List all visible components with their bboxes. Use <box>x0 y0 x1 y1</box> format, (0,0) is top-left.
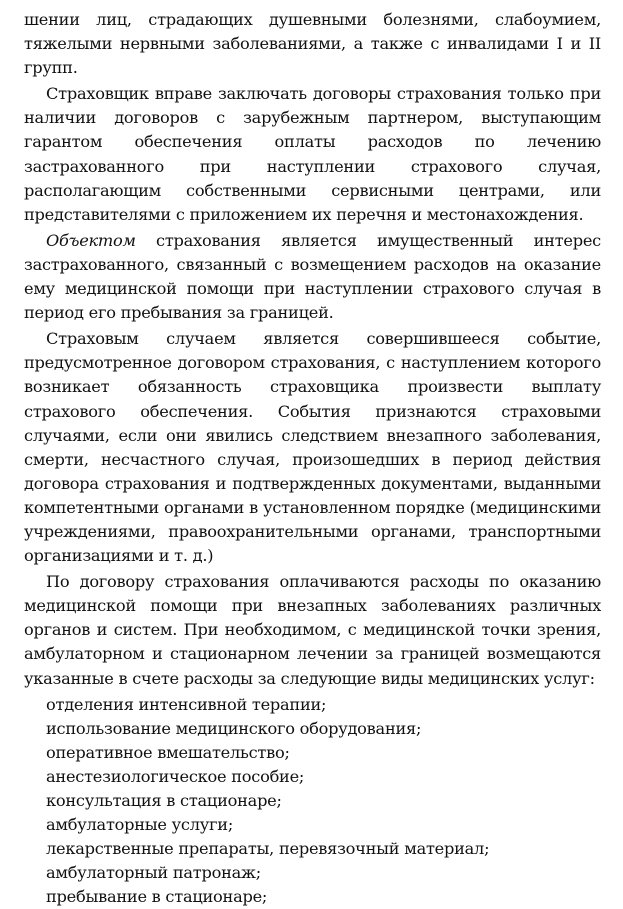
paragraph-insurance-object-text: страхования является имущественный интерес застрахованного, связанный с возмещением расходов на оказание ему медицинской помощи при наступлении страхового случая в период его пребывания за границей. <box>24 230 601 323</box>
paragraph-insured-event: Страховым случаем является совершившееся событие, предусмотренное договором страхования, с наступлением которого возникает обязанность страховщика произвести выплату страхового обеспечения. События признаются страховыми случаями, если они явились следствием внезапного заболевания, смерти, несчастного случая, произошедших в период действия договора страхования и подтвержденных документами, выданными компетентными органами в установленном порядке (медицинскими учреждениями, правоохранительными органами, транспортными организациями и т. д.) <box>24 329 601 566</box>
list-item: анестезиологическое пособие; <box>46 766 305 786</box>
list-item: амбулаторные услуги; <box>46 815 234 835</box>
medical-services-list <box>24 693 601 909</box>
paragraph-covered-expenses: По договору страхования оплачиваются расходы по оказанию медицинской помощи при внезапных заболеваниях различных органов и систем. При необходимом, с медицинской точки зрения, амбулаторном и стационарном лечении за границей возмещаются указанные в счете расходы за следующие виды медицинских услуг: <box>24 572 601 688</box>
list-item: использование медицинского оборудования; <box>46 718 422 738</box>
term-object: Объектом <box>46 230 136 250</box>
list-item: пребывание в стационаре; <box>46 887 268 907</box>
list-item: консультация в стационаре; <box>46 791 282 810</box>
paragraph-continuation: шении лиц, страдающих душевными болезнями, слабоумием, тяжелыми нервными заболеваниями, а также с инвалидами I и II групп. <box>24 10 601 78</box>
list-item: оперативное вмешательство; <box>46 742 290 762</box>
list-item: амбулаторный патронаж; <box>46 863 261 883</box>
list-item: отделения интенсивной терапии; <box>46 694 327 714</box>
list-item: лекарственные препараты, перевязочный материал; <box>46 839 490 859</box>
paragraph-insurer-rights: Страховщик вправе заключать договоры страхования только при наличии договоров с зарубежным партнером, выступающим гарантом обеспечения оплаты расходов по лечению застрахованного при наступлении страхового случая, располагающим собственными сервисными центрами, или представителями с приложением их перечня и местонахождения. <box>24 84 601 224</box>
paragraph-insurance-object <box>24 229 601 325</box>
